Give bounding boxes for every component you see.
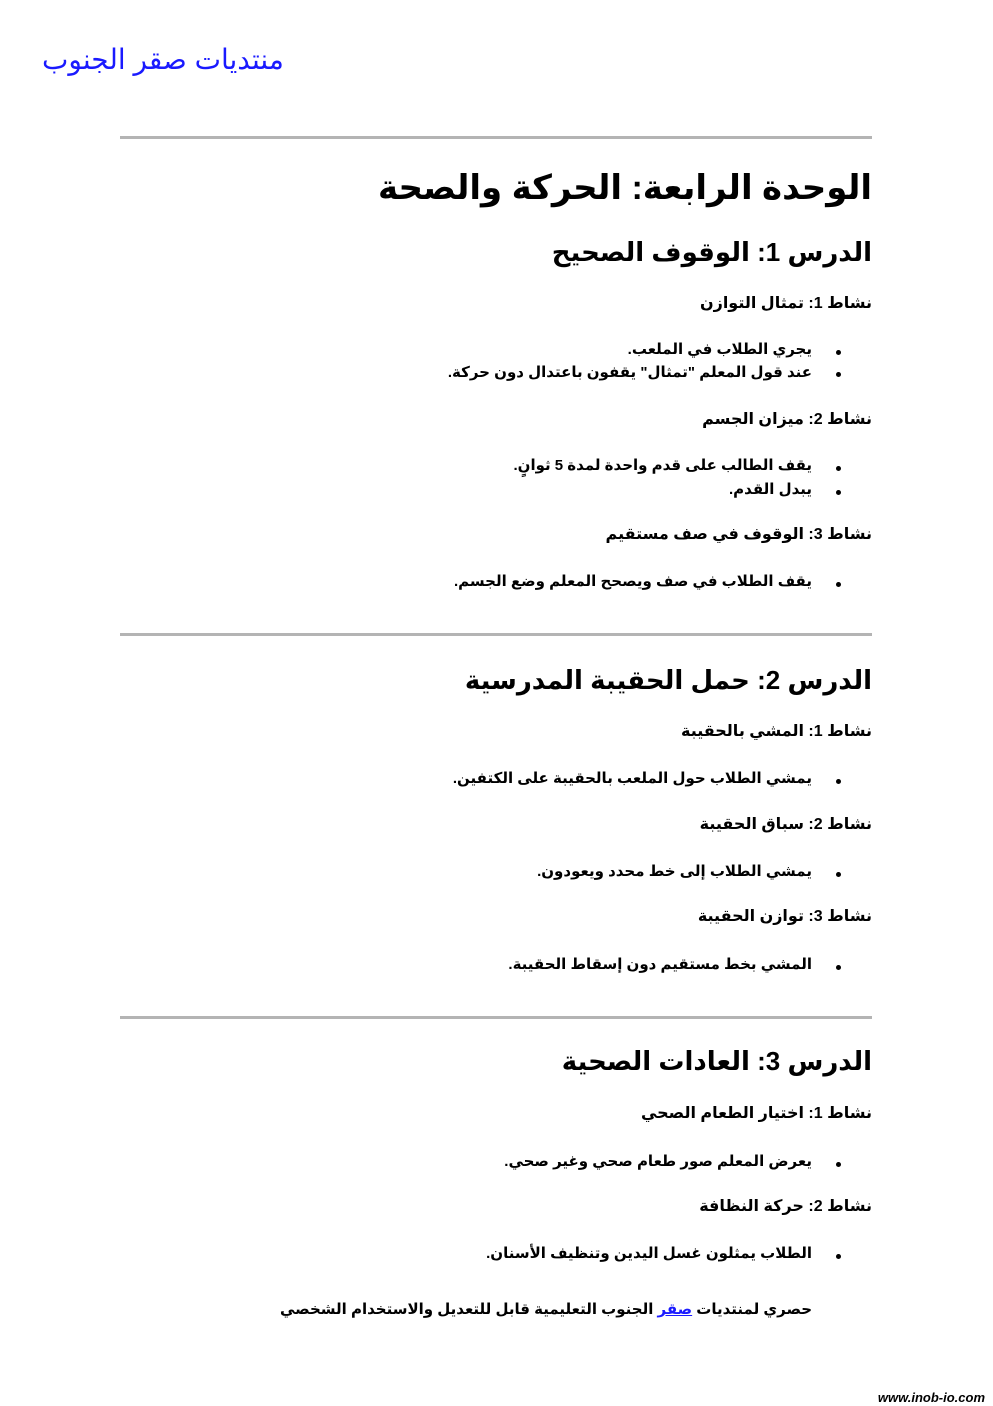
bullet-icon [836, 350, 841, 355]
bullet-icon [836, 1254, 841, 1259]
footer-link[interactable]: صقر [657, 1301, 693, 1318]
list-item: يمشي الطلاب إلى خط محدد ويعودون. [537, 863, 812, 880]
list-item: الطلاب يمثلون غسل اليدين وتنظيف الأسنان. [486, 1245, 812, 1262]
list-item: يجري الطلاب في الملعب. [627, 341, 812, 358]
bullet-icon [836, 872, 841, 877]
divider [120, 136, 872, 139]
bullet-icon [836, 779, 841, 784]
bullet-icon [836, 582, 841, 587]
divider [120, 1016, 872, 1019]
activity-title: نشاط 3: الوقوف في صف مستقيم [605, 526, 872, 543]
bullet-icon [836, 372, 841, 377]
footer-text: الجنوب التعليمية قابل للتعديل والاستخدام الشخصي [280, 1301, 658, 1318]
list-item: يقف الطلاب في صف ويصحح المعلم وضع الجسم. [453, 573, 812, 590]
site-brand[interactable]: منتديات صقر الجنوب [42, 44, 284, 75]
unit-title: الوحدة الرابعة: الحركة والصحة [377, 169, 872, 207]
activity-title: نشاط 3: توازن الحقيبة [697, 908, 872, 925]
activity-title: نشاط 2: سباق الحقيبة [699, 816, 872, 833]
list-item: المشي بخط مستقيم دون إسقاط الحقيبة. [508, 956, 812, 973]
activity-title: نشاط 1: اختيار الطعام الصحي [640, 1105, 872, 1122]
list-item: يمشي الطلاب حول الملعب بالحقيبة على الكتفين. [452, 770, 812, 787]
activity-title: نشاط 1: المشي بالحقيبة [680, 723, 872, 740]
bullet-icon [836, 1162, 841, 1167]
bullet-icon [836, 466, 841, 471]
list-item: يبدل القدم. [729, 481, 812, 498]
lesson-title: الدرس 1: الوقوف الصحيح [551, 237, 872, 267]
lesson-title: الدرس 3: العادات الصحية [561, 1046, 872, 1076]
bullet-icon [836, 965, 841, 970]
activity-title: نشاط 1: تمثال التوازن [699, 295, 872, 312]
list-item: عند قول المعلم "تمثال" يقفون باعتدال دون حركة. [447, 364, 812, 381]
watermark: www.inob-io.com [877, 1390, 985, 1405]
activity-title: نشاط 2: ميزان الجسم [702, 411, 872, 428]
footer-text: حصري لمنتديات [692, 1301, 813, 1318]
divider [120, 633, 872, 636]
list-item: يقف الطالب على قدم واحدة لمدة 5 ثوانٍ. [513, 457, 812, 474]
list-item: يعرض المعلم صور طعام صحي وغير صحي. [504, 1153, 812, 1170]
activity-title: نشاط 2: حركة النظافة [699, 1198, 872, 1215]
bullet-icon [836, 490, 841, 495]
footer-note [280, 1299, 812, 1321]
lesson-title: الدرس 2: حمل الحقيبة المدرسية [464, 665, 872, 695]
